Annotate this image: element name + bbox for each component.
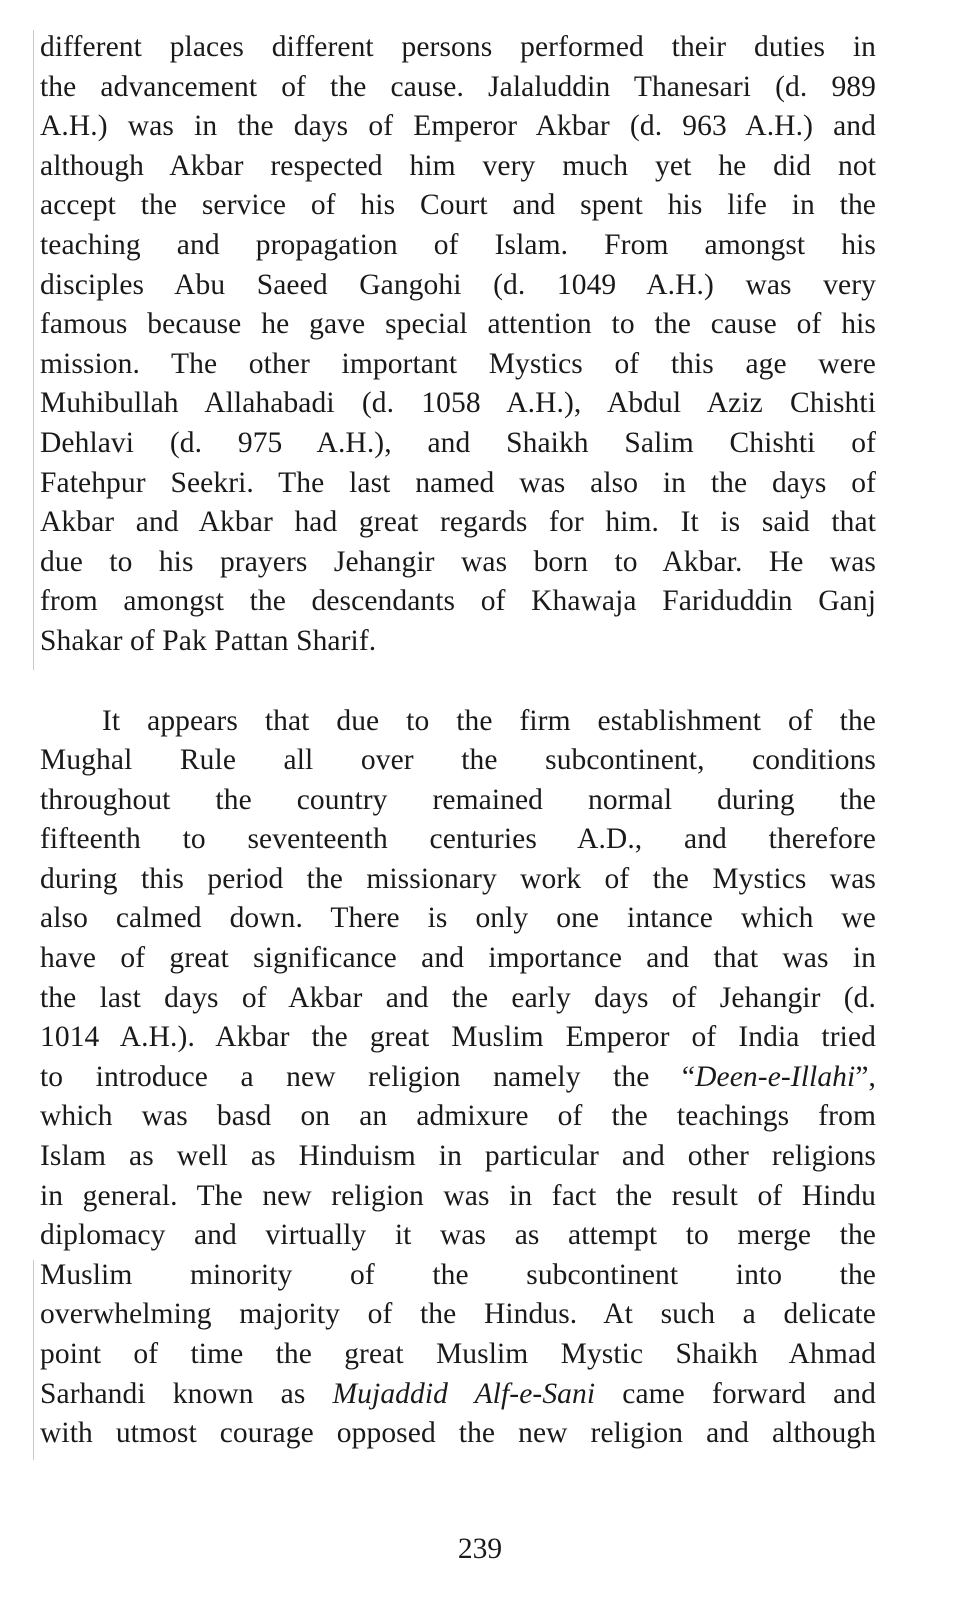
text-line: although Akbar respected him very much yet he did not (40, 149, 876, 182)
paragraph-gap (40, 662, 876, 702)
text-line: diplomacy and virtually it was as attempt to merge the (40, 1219, 876, 1252)
text-line: Shakar of Pak Pattan Sharif. (40, 624, 377, 657)
text-line: teaching and propagation of Islam. From amongst his (40, 228, 876, 261)
text-line: Fatehpur Seekri. The last named was also in the days of (40, 466, 876, 499)
text-line: It appears that due to the firm establishment of the (102, 704, 876, 737)
text-line-with-italic (40, 1375, 876, 1415)
text-line-with-italic (40, 1058, 876, 1098)
text-line: fifteenth to seventeenth centuries A.D., and therefore (40, 823, 876, 856)
text-line: different places different persons performed their duties in (40, 31, 876, 63)
paragraph-1 (40, 28, 876, 662)
italic-term-mujaddid-alf-e-sani: Mujaddid Alf-e-Sani (332, 1377, 596, 1410)
text-line: mission. The other important Mystics of this age were (40, 347, 876, 380)
text-line: the advancement of the cause. Jalaluddin Thanesari (d. 989 (40, 70, 876, 103)
text-line: Muhibullah Allahabadi (d. 1058 A.H.), Abdul Aziz Chishti (40, 387, 876, 420)
text-line: A.H.) was in the days of Emperor Akbar (d. 963 A.H.) and (40, 110, 876, 143)
text-line: also calmed down. There is only one intance which we (40, 902, 876, 935)
text-line: from amongst the descendants of Khawaja Fariduddin Ganj (40, 585, 876, 618)
text-line: Dehlavi (d. 975 A.H.), and Shaikh Salim Chishti of (40, 426, 876, 459)
text-line: point of time the great Muslim Mystic Shaikh Ahmad (40, 1338, 876, 1370)
text-line: famous because he gave special attention to the cause of his (40, 308, 876, 341)
text-line: which was basd on an admixure of the teachings from (40, 1100, 876, 1133)
text-segment: to introduce a new religion namely the “ (40, 1060, 696, 1093)
scan-margin-line-bottom (33, 1260, 34, 1460)
text-line: overwhelming majority of the Hindus. At such a delicate (40, 1298, 876, 1331)
text-line: during this period the missionary work of the Mystics was (40, 862, 876, 895)
paragraph-2 (40, 702, 876, 1454)
text-line: disciples Abu Saeed Gangohi (d. 1049 A.H.) was very (40, 268, 876, 301)
italic-term-deen-e-illahi: Deen-e-Illahi (695, 1060, 856, 1093)
page-number: 239 (457, 1533, 503, 1565)
text-line: 1014 A.H.). Akbar the great Muslim Emperor of India tried (40, 1021, 876, 1054)
text-line: Akbar and Akbar had great regards for him. It is said that (40, 506, 876, 539)
text-line: due to his prayers Jehangir was born to Akbar. He was (40, 545, 876, 578)
text-line: the last days of Akbar and the early days of Jehangir (d. (40, 981, 876, 1014)
text-line: in general. The new religion was in fact the result of Hindu (40, 1179, 876, 1212)
text-line: Mughal Rule all over the subcontinent, conditions (40, 744, 876, 777)
text-line: throughout the country remained normal during the (40, 783, 876, 816)
text-line: with utmost courage opposed the new religion and although (40, 1417, 876, 1450)
scan-margin-line-top (33, 30, 34, 670)
text-segment: came forward and (595, 1377, 877, 1410)
text-segment: Sarhandi known as (40, 1377, 333, 1410)
text-segment: ”, (855, 1060, 876, 1093)
text-line: Islam as well as Hinduism in particular and other religions (40, 1140, 876, 1173)
text-line: Muslim minority of the subcontinent into the (40, 1258, 876, 1291)
text-line: accept the service of his Court and spent his life in the (40, 189, 876, 222)
page-body (40, 28, 876, 1454)
text-line: have of great significance and importance and that was in (40, 942, 876, 975)
